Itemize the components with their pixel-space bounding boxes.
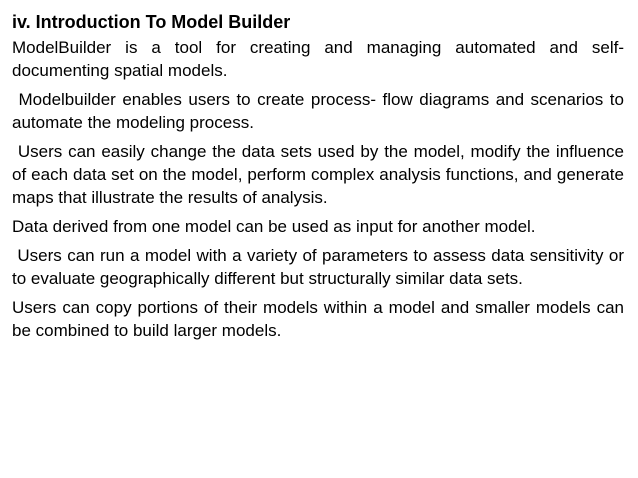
paragraph: Users can easily change the data sets used by the model, modify the influence of each data set on the model, perform complex analysis functions, and generate maps that illustrate the results of analysis. bbox=[12, 142, 629, 207]
paragraph: Modelbuilder enables users to create process- flow diagrams and scenarios to automate the modeling process. bbox=[12, 90, 629, 132]
slide-heading: iv. Introduction To Model Builder bbox=[12, 12, 291, 32]
paragraph: ModelBuilder is a tool for creating and managing automated and self-documenting spatial models. bbox=[12, 38, 624, 80]
slide-content bbox=[12, 10, 629, 348]
paragraph: Users can run a model with a variety of parameters to assess data sensitivity or to evaluate geographically different but structurally similar data sets. bbox=[12, 246, 629, 288]
paragraph: Users can copy portions of their models within a model and smaller models can be combined to build larger models. bbox=[12, 298, 629, 340]
paragraph: Data derived from one model can be used as input for another model. bbox=[12, 217, 536, 236]
